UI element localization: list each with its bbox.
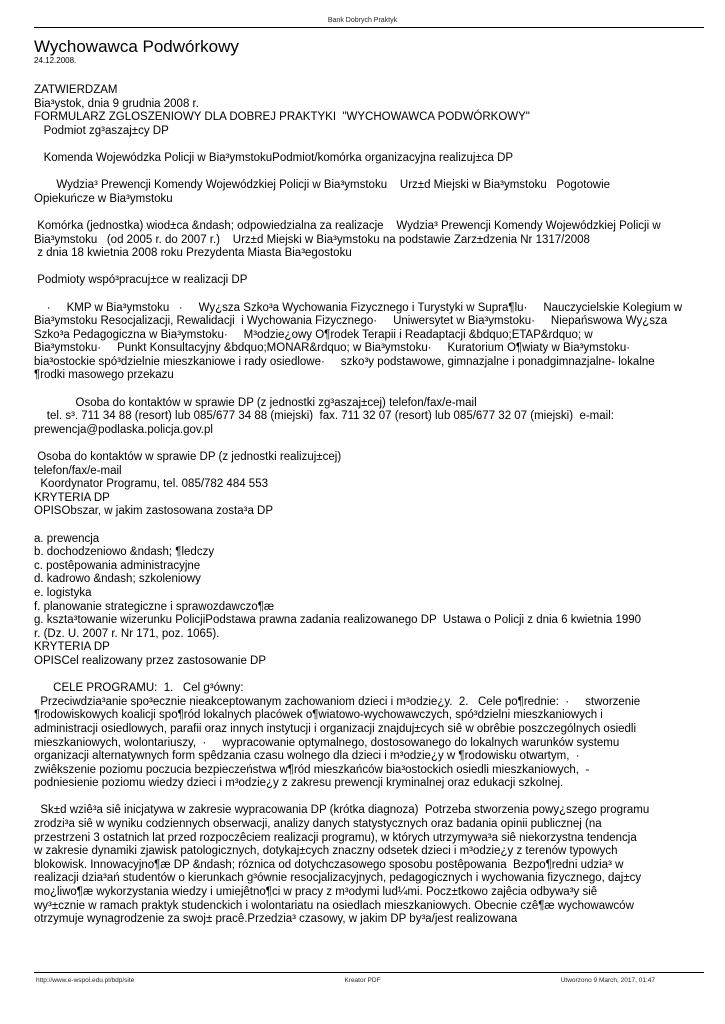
text-line: d. kadrowo &ndash; szkoleniowy [34,573,201,586]
text-line: · KMP w Bia³ymstoku · Wy¿sza Szko³a Wychowania Fizycznego i Turystyki w Supra¶lu· Nauczycielskie Kolegium w [34,301,683,314]
footer-created: Utworzono 9 March, 2017, 01:47 [560,977,655,984]
text-line: KRYTERIA DP [34,641,110,654]
text-line: Podmiot zg³aszaj±cy DP [34,124,169,137]
blank-line [34,383,710,397]
text-line: administracji osiedlowych, parafii oraz innych instytucji i organizacji znajduj±cych siê w obrêbie poszczególnych osiedli [34,722,637,735]
text-line: Osoba do kontaktów w sprawie DP (z jednostki realizuj±cej) [34,451,342,464]
text-line: Komórka (jednostka) wiod±ca &ndash; odpowiedzialna za realizacje Wydzia³ Prewencji Komendy Wojewódzkiej Policji w [34,219,661,232]
text-line: w zakresie dynamiki zjawisk patologicznych, dotykaj±cych znaczny odsetek dzieci i m³odzie¿y z terenów typowych [34,845,618,858]
blank-line [34,669,710,683]
text-line: z dnia 18 kwietnia 2008 roku Prezydenta Miasta Bia³egostoku [34,247,352,260]
text-line: Osoba do kontaktów w sprawie DP (z jednostki zg³aszaj±cej) telefon/fax/e-mail [34,396,477,409]
blank-line [34,166,710,180]
text-line: Opiekuńcze w Bia³ymstoku [34,192,173,205]
document-body [34,84,710,927]
text-line: ZATWIERDZAM [34,84,118,96]
text-line: KRYTERIA DP [34,491,110,504]
text-line: Koordynator Programu, tel. 085/782 484 553 [34,478,268,491]
text-line: Szko³a Pedagogiczna w Bia³ymstoku· M³odzie¿owy O¶rodek Terapii i Readaptacji &bdquo;ETAP&rdquo; w [34,328,593,341]
text-line: realizacji dzia³ań studentów o kierunkach g³ównie resocjalizacyjnych, pedagogicznych i wychowania fizycznego, daj±cy [34,872,642,885]
text-line: organizacji alternatywnych form spêdzania czasu wolnego dla dzieci i m³odzie¿y w ¶rodowisku otwartym, · [34,750,580,763]
text-line: Sk±d wziê³a siê inicjatywa w zakresie wypracowania DP (krótka diagnoza) Potrzeba stworzenia powy¿szego programu [34,804,650,817]
text-line: otrzymuje wynagrodzenie za swoj± pracê.Przedzia³ czasowy, w jakim DP by³a/jest realizowana [34,913,518,926]
blank-line [34,138,710,152]
text-line: Komenda Wojewódzka Policji w Bia³ymstokuPodmiot/komórka organizacyjna realizuj±ca DP [34,151,514,164]
blank-line [34,791,710,805]
text-line: mieszkaniowych, wolontariuszy, · wypracowanie optymalnego, dostosowanego do lokalnych warunków systemu [34,736,620,749]
text-line: ¶rodowiskowych koalicji spo¶ród lokalnych placówek o¶wiatowo-wychowawczych, spó³dzielni mieszkaniowych i [34,709,603,722]
blank-line [34,437,710,451]
text-line: r. (Dz. U. 2007 r. Nr 171, poz. 1065). [34,627,220,640]
footer-generator: Kreator PDF [344,977,381,984]
text-line: ¶rodki masowego przekazu [34,369,174,382]
text-line: g. kszta³towanie wizerunku PolicjiPodstawa prawna zadania realizowanego DP Ustawa o Policji z dnia 6 kwietnia 1990 [34,614,642,627]
text-line: wy³±cznie w ramach praktyk studenckich i wolontariatu na osiedlach mieszkaniowych. Obecnie czê¶æ wychowawców [34,899,634,912]
blank-line [34,288,710,302]
text-line: b. dochodzeniowo &ndash; ¶ledczy [34,546,215,559]
text-line: Bia³ymstoku (od 2005 r. do 2007 r.) Urz±d Miejski w Bia³ymstoku na podstawie Zarz±dzenia Nr 1317/2008 [34,233,590,246]
text-line: e. logistyka [34,586,92,599]
blank-line [34,519,710,533]
text-line: blokowisk. Innowacyjno¶æ DP &ndash; róznica od dotychczasowego sposobu postêpowania Bezpo¶redni udzia³ w [34,858,624,871]
header-divider [34,27,704,28]
text-line: przestrzeni 3 ostatnich lat przed rozpoczêciem realizacji programu), w których utrzymywa³a siê niekorzystna tendencja [34,831,637,844]
text-line: tel. s³. 711 34 88 (resort) lub 085/677 34 88 (miejski) fax. 711 32 07 (resort) lub 085/677 32 07 (miejski) e-mail: [34,410,614,423]
text-line: Przeciwdzia³anie spo³ecznie nieakceptowanym zachowaniom dzieci i m³odzie¿y. 2. Cele po¶rednie: · stworzenie [34,695,641,708]
text-line: zrodzi³a siê w wyniku codziennych obserwacji, analizy danych statystycznych oraz badania opinii publicznej (na [34,818,602,831]
text-line: Bia³ystok, dnia 9 grudnia 2008 r. [34,97,199,110]
footer-divider [34,972,704,973]
text-line: FORMULARZ ZGLOSZENIOWY DLA DOBREJ PRAKTYKI "WYCHOWAWCA PODWÓRKOWY" [34,111,530,124]
text-line: c. postêpowania administracyjne [34,559,201,572]
document-title: Wychowawca Podwórkowy [34,37,239,56]
blank-line [34,261,710,275]
text-line: bia³ostockie spó³dzielnie mieszkaniowe i rady osiedlowe· szko³y podstawowe, gimnazjalne i ponadgimnazjalne- lokalne [34,355,655,368]
text-line: telefon/fax/e-mail [34,464,122,477]
text-line: prewencja@podlaska.policja.gov.pl [34,423,213,436]
page-header: Bank Dobrych Praktyk [327,17,398,24]
footer-url[interactable]: http://www.e-wspol.edu.pl/bdp/site [36,977,135,984]
text-line: mo¿liwo¶æ wykorzystania wiedzy i umiejêtno¶ci w pracy z m³odymi lud¼mi. Pocz±tkowo zajêcia odbywa³y siê [34,886,598,899]
text-line: f. planowanie strategiczne i sprawozdawczo¶æ [34,600,275,613]
text-line: a. prewencja [34,532,100,545]
text-line: Podmioty wspó³pracuj±ce w realizacji DP [34,274,248,287]
text-line: Bia³ymstoku Resocjalizacji, Rewalidacji i Wychowania Fizycznego· Uniwersytet w Bia³ymstoku· Niepańswowa Wy¿sza [34,315,668,328]
blank-line [34,206,710,220]
text-line: CELE PROGRAMU: 1. Cel g³ówny: [34,682,244,695]
text-line: Bia³ymstoku· Punkt Konsultacyjny &bdquo;MONAR&rdquo; w Bia³ymstoku· Kuratorium O¶wiaty w Bia³ymstoku· [34,342,631,355]
text-line: zwiêkszenie poziomu poczucia bezpieczeństwa w¶ród mieszkańców bia³ostockich osiedli mieszkaniowych, - [34,763,590,776]
text-line: Wydzia³ Prewencji Komendy Wojewódzkiej Policji w Bia³ymstoku Urz±d Miejski w Bia³ymstoku Pogotowie [34,179,611,192]
text-line: podniesienie poziomu wiedzy dzieci i m³odzie¿y z zakresu prewencji kryminalnej oraz edukacji szkolnej. [34,777,564,790]
document-date: 24.12.2008. [34,56,77,65]
text-line: OPISObszar, w jakim zastosowana zosta³a DP [34,505,274,518]
text-line: OPISCel realizowany przez zastosowanie DP [34,654,267,667]
